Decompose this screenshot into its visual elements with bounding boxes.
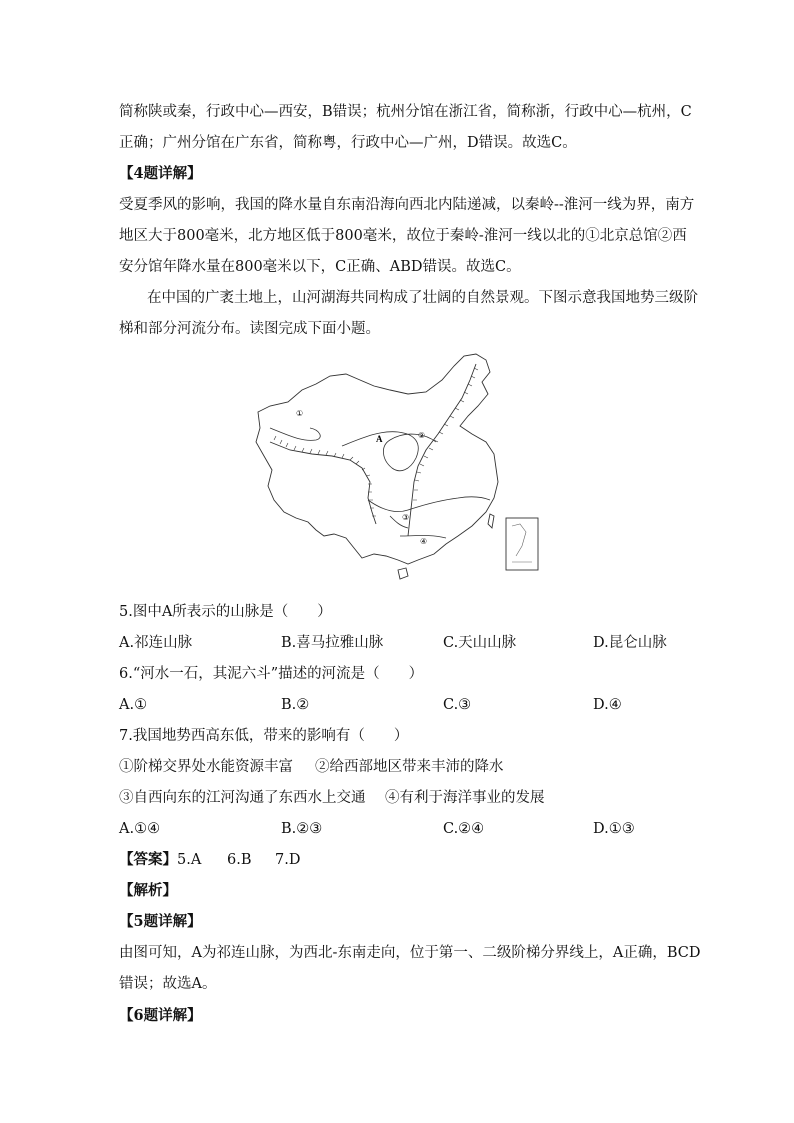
paragraph-line: 错误；故选A。 [119,976,217,992]
map-label-1: ① [296,409,304,418]
option-b: B.喜马拉雅山脉 [281,635,384,651]
section-header: 【4题详解】 [119,165,202,182]
map-label-3: ③ [402,513,410,522]
option-a: A.① [119,697,148,713]
paragraph-line: 受夏季风的影响，我国的降水量自东南沿海向西北内陆递减，以秦岭--淮河一线为界，南方 [119,197,695,213]
answer-5: 5.A [177,852,202,868]
question-5-stem: 5.图中A所表示的山脉是（ ） [119,604,332,620]
map-label-A: A [376,434,383,444]
hainan-island [398,568,408,579]
intro-line: 梯和部分河流分布。读图完成下面小题。 [119,321,380,337]
taiwan-island [488,514,494,528]
option-d: D.昆仑山脉 [593,635,667,651]
statement-3: ③自西向东的江河沟通了东西水上交通 [119,790,366,806]
paragraph-line: 地区大于800毫米，北方地区低于800毫米，故位于秦岭-淮河一线以北的①北京总馆②西 [119,228,687,244]
answer-6: 6.B [227,852,252,868]
option-c: C.②④ [443,821,485,837]
question-7-stem: 7.我国地势西高东低，带来的影响有（ ） [119,728,409,744]
statement-1: ①阶梯交界处水能资源丰富 [119,759,293,775]
section-header: 【5题详解】 [119,913,202,930]
section-header: 【6题详解】 [119,1007,202,1024]
answer-7: 7.D [275,852,301,868]
intro-line: 在中国的广袤土地上，山河湖海共同构成了壮阔的自然景观。下图示意我国地势三级阶 [147,290,698,306]
statement-2: ②给西部地区带来丰沛的降水 [315,759,504,775]
paragraph-line: 安分馆年降水量在800毫米以下，C正确、ABD错误。故选C。 [119,259,521,275]
option-d: D.④ [593,697,622,713]
map-label-2: ② [418,431,426,440]
river-1 [270,428,320,440]
option-a: A.祁连山脉 [119,635,193,651]
question-6-stem: 6.“河水一石，其泥六斗”描述的河流是（ ） [119,666,424,682]
china-outline [256,354,498,564]
analysis-header: 【解析】 [119,882,177,899]
option-d: D.①③ [593,821,635,837]
china-terrain-map [250,350,550,585]
option-c: C.③ [443,697,472,713]
paragraph-line: 由图可知，A为祁连山脉，为西北-东南走向，位于第一、二级阶梯分界线上，A正确，BCD [119,945,701,961]
river-yangtze [368,497,490,512]
option-b: B.② [281,697,310,713]
paragraph-line: 正确；广州分馆在广东省，简称粤，行政中心—广州，D错误。故选C。 [119,135,577,151]
statement-4: ④有利于海洋事业的发展 [385,790,545,806]
terrain-step-line-1 [270,442,376,524]
option-c: C.天山山脉 [443,635,517,651]
option-b: B.②③ [281,821,323,837]
option-a: A.①④ [119,821,161,837]
answer-label: 【答案】 [119,851,177,868]
map-label-4: ④ [420,537,428,546]
paragraph-line: 简称陕或秦，行政中心—西安，B错误；杭州分馆在浙江省，简称浙，行政中心—杭州，C [119,104,692,120]
map-svg [250,350,550,585]
